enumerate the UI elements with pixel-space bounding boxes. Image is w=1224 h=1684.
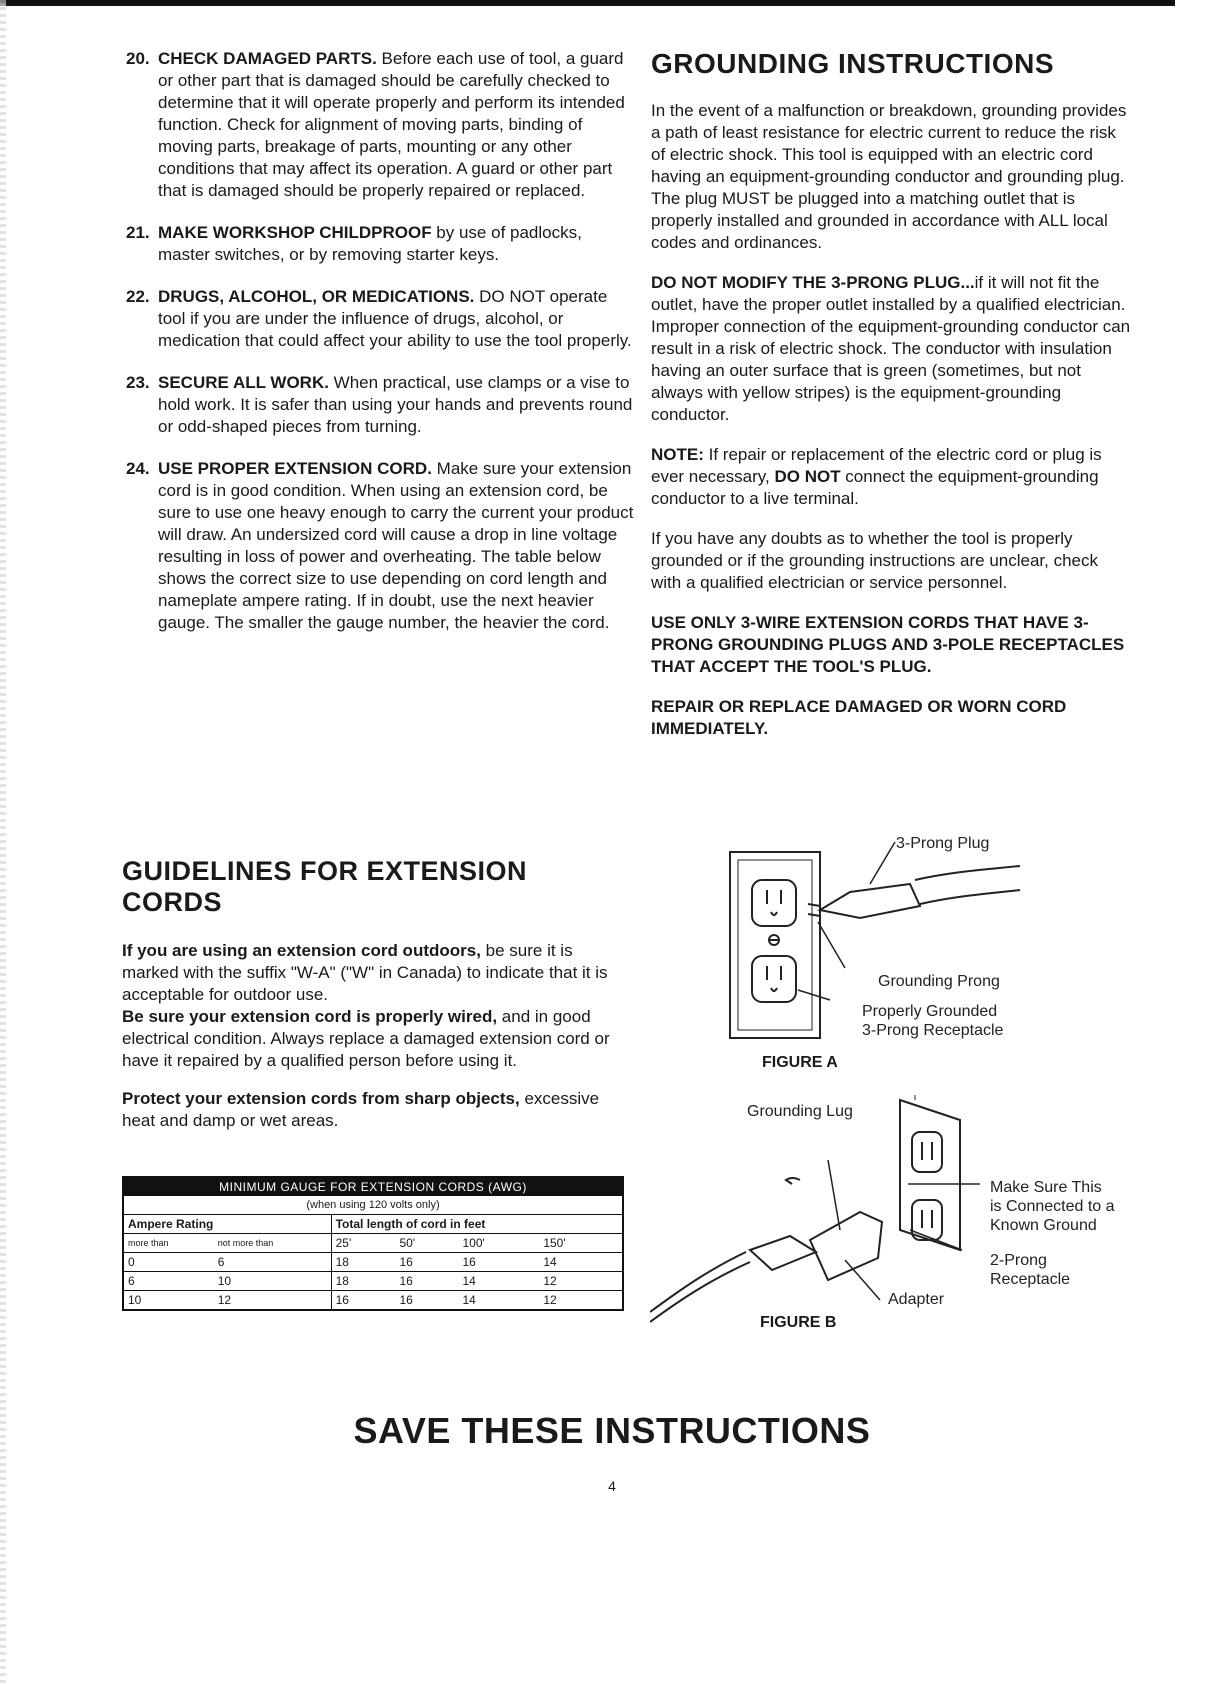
- col-length: Total length of cord in feet: [331, 1215, 623, 1234]
- table-cell: 14: [462, 1274, 476, 1288]
- page-number: 4: [608, 1478, 616, 1494]
- table-cell: 16: [335, 1293, 349, 1307]
- label-adapter: Adapter: [888, 1291, 945, 1308]
- note-text: If repair or replacement of the electric cord or plug is ever necessary,: [651, 445, 1102, 486]
- guideline-para: [122, 1088, 622, 1132]
- label-make-sure-1: Make Sure This: [990, 1179, 1102, 1196]
- figure-b-caption: FIGURE B: [760, 1314, 837, 1331]
- safety-item: [122, 458, 634, 634]
- gauge-table: [122, 1176, 624, 1311]
- table-cell: 12: [543, 1274, 557, 1288]
- length-cell: 50': [399, 1236, 416, 1250]
- grounding-para: In the event of a malfunction or breakdown, grounding provides a path of least resistance for electric current to reduce the risk of electric shock. This tool is equipped with an electric cord having an equipment-grounding conductor and grounding plug. The plug MUST be plugged into a matching outlet that is properly installed and grounded in accordance with ALL local codes and ordinances.: [651, 101, 1127, 252]
- table-cell: 16: [399, 1274, 413, 1288]
- para-lead: DO NOT MODIFY THE 3-PRONG PLUG...: [651, 273, 975, 292]
- grounding-section: [651, 48, 1131, 758]
- warning-caps: USE ONLY 3-WIRE EXTENSION CORDS THAT HAVE 3-PRONG GROUNDING PLUGS AND 3-POLE RECEPTACLES THAT ACCEPT THE TOOL'S PLUG.: [651, 613, 1125, 676]
- adapter: [810, 1212, 882, 1280]
- label-receptacle-2: 3-Prong Receptacle: [862, 1022, 1004, 1039]
- label-make-sure-3: Known Ground: [990, 1217, 1097, 1234]
- para-text: if it will not fit the outlet, have the proper outlet installed by a qualified electrician. Improper connection of the equipment-grounding conductor can result in a risk of electric shock. The conductor with insulation having an outer surface that is green (sometimes, but not always with yellow stripes) is the equipment-grounding conductor.: [651, 273, 1131, 424]
- grounding-para: If you have any doubts as to whether the tool is properly grounded or if the grounding instructions are unclear, check with a qualified electrician or service personnel.: [651, 529, 1098, 592]
- item-lead: DRUGS, ALCOHOL, OR MEDICATIONS.: [158, 287, 475, 306]
- save-instructions-heading: SAVE THESE INSTRUCTIONS: [353, 1410, 871, 1451]
- length-cell: 150': [543, 1236, 566, 1250]
- table-cell: 10: [214, 1272, 331, 1291]
- table-cell: 14: [543, 1255, 557, 1269]
- item-lead: MAKE WORKSHOP CHILDPROOF: [158, 223, 432, 242]
- plug-b: [750, 1236, 816, 1270]
- table-cell: 0: [128, 1255, 135, 1269]
- table-header-row: [123, 1215, 623, 1234]
- table-cell: 16: [462, 1255, 476, 1269]
- label-grounding-lug: Grounding Lug: [747, 1103, 853, 1120]
- plug-body: [820, 884, 920, 918]
- safety-item: [122, 372, 634, 438]
- table-cell: 12: [214, 1291, 331, 1311]
- item-number: 20.: [126, 49, 150, 68]
- col-ampere: Ampere Rating: [123, 1215, 331, 1234]
- length-cell: 100': [462, 1236, 485, 1250]
- item-text: When practical, use clamps or a vise to hold work. It is safer than using your hands and prevents round or odd-shaped pieces from turning.: [158, 373, 633, 436]
- item-text: DO NOT operate tool if you are under the influence of drugs, alcohol, or medication that could affect your ability to use the tool properly.: [158, 287, 632, 350]
- table-subtitle: (when using 120 volts only): [123, 1196, 623, 1215]
- sub-more: more than: [128, 1238, 169, 1248]
- sub-notmore: not more than: [214, 1234, 331, 1253]
- safety-items: [122, 48, 634, 654]
- label-receptacle-1: Properly Grounded: [862, 1003, 998, 1020]
- label-grounding-prong: Grounding Prong: [878, 973, 1000, 990]
- grounding-para: [651, 272, 1131, 426]
- label-make-sure-2: is Connected to a: [990, 1198, 1115, 1215]
- item-lead: USE PROPER EXTENSION CORD.: [158, 459, 432, 478]
- table-cell: 16: [399, 1255, 413, 1269]
- label-2prong-1: 2-Prong: [990, 1252, 1047, 1269]
- safety-item: [122, 48, 634, 202]
- guideline-para: [122, 1006, 622, 1072]
- label-3prong-plug: 3-Prong Plug: [896, 835, 990, 852]
- table-cell: 18: [335, 1274, 349, 1288]
- guidelines-section: [122, 856, 622, 1132]
- note-para: [651, 444, 1131, 510]
- table-cell: 6: [128, 1274, 135, 1288]
- outlet-top: [752, 880, 796, 926]
- para-lead: Be sure your extension cord is properly wired,: [122, 1007, 498, 1026]
- table-cell: 10: [128, 1293, 142, 1307]
- guideline-para: [122, 940, 622, 1006]
- table-cell: 6: [214, 1253, 331, 1272]
- note-emphasis: DO NOT: [774, 467, 841, 486]
- length-cell: 25': [335, 1236, 352, 1250]
- item-number: 21.: [126, 223, 150, 242]
- figure-a-caption: FIGURE A: [762, 1054, 838, 1071]
- table-cell: 14: [462, 1293, 476, 1307]
- item-number: 24.: [126, 459, 150, 478]
- note-text: connect the equipment-grounding conductor to a live terminal.: [651, 467, 1099, 508]
- outlet-bottom: [752, 956, 796, 1002]
- safety-item: [122, 286, 634, 352]
- para-text: be sure it is marked with the suffix "W-A" ("W" in Canada) to indicate that it is acceptable for outdoor use.: [122, 941, 608, 1004]
- note-lead: NOTE:: [651, 445, 704, 464]
- label-2prong-2: Receptacle: [990, 1271, 1071, 1288]
- table-row: [123, 1253, 623, 1272]
- para-text: and in good electrical condition. Always replace a damaged extension cord or have it repaired by a qualified person before using it.: [122, 1007, 610, 1070]
- table-title: MINIMUM GAUGE FOR EXTENSION CORDS (AWG): [123, 1177, 623, 1196]
- item-text: by use of padlocks, master switches, or by removing starter keys.: [158, 223, 582, 264]
- item-lead: SECURE ALL WORK.: [158, 373, 329, 392]
- item-number: 23.: [126, 373, 150, 392]
- guidelines-title: GUIDELINES FOR EXTENSION CORDS: [122, 856, 528, 917]
- table-row: [123, 1272, 623, 1291]
- table-subheader-row: [123, 1234, 623, 1253]
- table-row: [123, 1291, 623, 1311]
- safety-item: [122, 222, 634, 266]
- table-cell: 18: [335, 1255, 349, 1269]
- top-rule: [0, 0, 1175, 6]
- item-number: 22.: [126, 287, 150, 306]
- table-cell: 12: [543, 1293, 557, 1307]
- para-lead: If you are using an extension cord outdoors,: [122, 941, 481, 960]
- wall-plate-b: [900, 1100, 960, 1250]
- table-cell: 16: [399, 1293, 413, 1307]
- item-text: Make sure your extension cord is in good condition. When using an extension cord, be sure to use one heavy enough to carry the current your product will draw. An undersized cord will cause a drop in line voltage resulting in loss of power and overheating. The table below shows the correct size to use depending on cord length and nameplate ampere rating. If in doubt, use the next heavier gauge. The smaller the gauge number, the heavier the cord.: [158, 459, 634, 632]
- item-text: Before each use of tool, a guard or other part that is damaged should be carefully checked to determine that it will operate properly and perform its intended function. Check for alignment of moving parts, binding of moving parts, breakage of parts, mounting or any other conditions that may affect its operation. A guard or other part that is damaged should be properly repaired or replaced.: [158, 49, 625, 200]
- item-lead: CHECK DAMAGED PARTS.: [158, 49, 377, 68]
- para-lead: Protect your extension cords from sharp objects,: [122, 1089, 520, 1108]
- grounding-title: GROUNDING INSTRUCTIONS: [651, 48, 1054, 79]
- para-text: excessive heat and damp or wet areas.: [122, 1089, 600, 1130]
- warning-caps: REPAIR OR REPLACE DAMAGED OR WORN CORD IMMEDIATELY.: [651, 697, 1067, 738]
